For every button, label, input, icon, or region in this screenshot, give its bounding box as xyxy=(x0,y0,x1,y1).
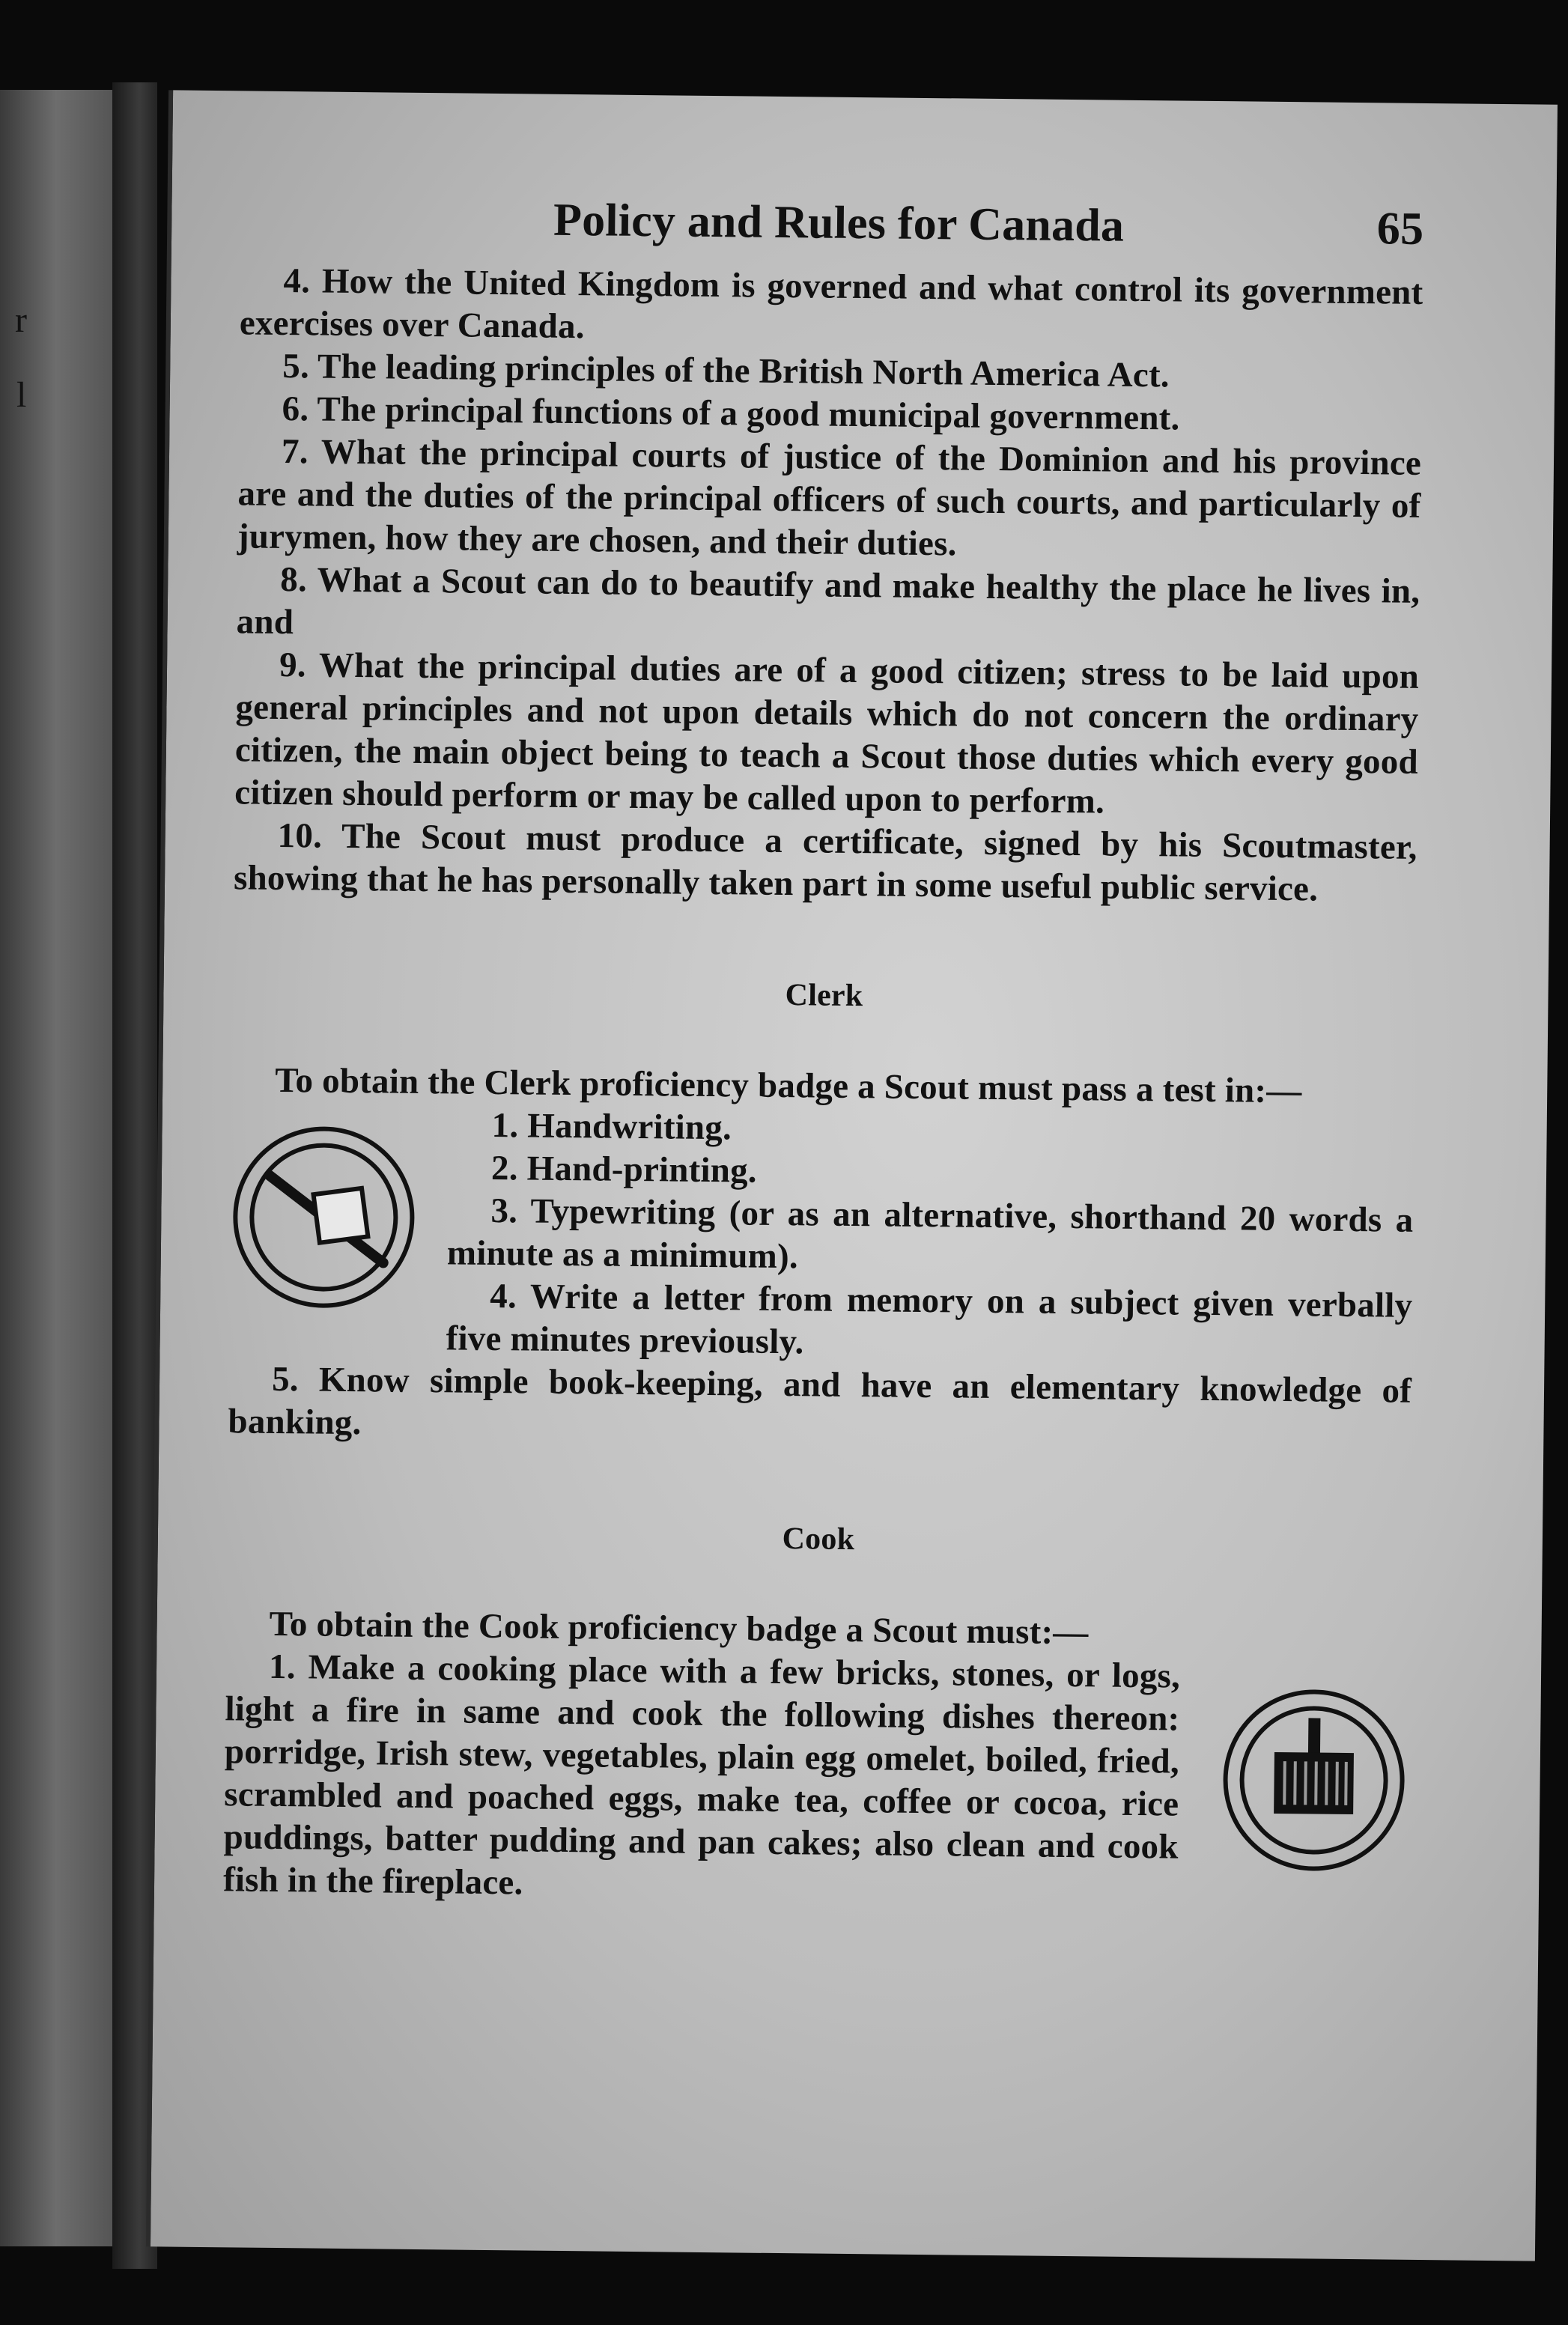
civics-item: 10. The Scout must produce a certificate, signed by his Scoutmaster, showing that he has personally taken part in some useful public service. xyxy=(233,815,1417,909)
cook-item: 1. Make a cooking place with a few bricks, stones, or logs, light a fire in same and cook the following dishes thereon: porridge, Irish stew, vegetables, plain egg omelet, boiled, fried, scrambled and poached eggs, make tea, coffee or cocoa, rice puddings, batter pudding and pan cakes; also clean and cook fish in the fireplace. xyxy=(222,1647,1181,1903)
cook-list xyxy=(223,1645,1181,1911)
civics-item: 4. How the United Kingdom is governed and what control its government exercises over Canada. xyxy=(239,261,1423,347)
clerk-item: 4. Write a letter from memory on a subject given verbally five minutes previously. xyxy=(446,1276,1413,1362)
cook-badge-icon xyxy=(1219,1686,1409,1875)
running-header xyxy=(240,194,1424,255)
civics-item: 7. What the principal courts of justice of the Dominion and his province are and the duties of the principal officers of such courts, and particularly of jurymen, how they are chosen, and their duties. xyxy=(237,431,1422,564)
clerk-item: 5. Know simple book-keeping, and have an elementary knowledge of banking. xyxy=(228,1359,1412,1443)
clerk-badge-icon xyxy=(229,1122,419,1312)
clerk-requirements xyxy=(228,1101,1414,1370)
facing-page-mark: l xyxy=(16,375,27,415)
facing-page-mark: r xyxy=(15,300,27,340)
clerk-intro: To obtain the Clerk proficiency badge a Scout must pass a test in:— xyxy=(275,1060,1302,1111)
clerk-list xyxy=(446,1104,1414,1370)
civics-item: 6. The principal functions of a good municipal government. xyxy=(282,389,1180,438)
clerk-item: 1. Handwriting. xyxy=(491,1105,732,1148)
civics-item: 8. What a Scout can do to beautify and make healthy the place he lives in, and xyxy=(236,559,1420,642)
civics-item: 9. What the principal duties are of a good citizen; stress to be laid upon general principles and not upon details which do not concern the ordinary citizen, the main object being to teach a Scout those duties which every good citizen should perform or may be called upon to perform. xyxy=(234,645,1420,821)
facing-page-edge xyxy=(0,90,112,2246)
clerk-item: 3. Typewriting (or as an alternative, shorthand 20 words a minute as a minimum). xyxy=(446,1191,1414,1277)
clerk-item: 2. Hand-printing. xyxy=(490,1148,758,1191)
page-text xyxy=(223,195,1424,1913)
clerk-heading: Clerk xyxy=(785,978,863,1014)
cook-intro: To obtain the Cook proficiency badge a Scout must:— xyxy=(269,1604,1089,1653)
header-title: Policy and Rules for Canada xyxy=(553,194,1125,252)
civics-item: 5. The leading principles of the British North America Act. xyxy=(282,346,1170,395)
cook-heading: Cook xyxy=(782,1522,855,1557)
cook-requirements xyxy=(223,1645,1409,1914)
page-number: 65 xyxy=(1376,203,1424,255)
book-page xyxy=(146,90,1558,2261)
